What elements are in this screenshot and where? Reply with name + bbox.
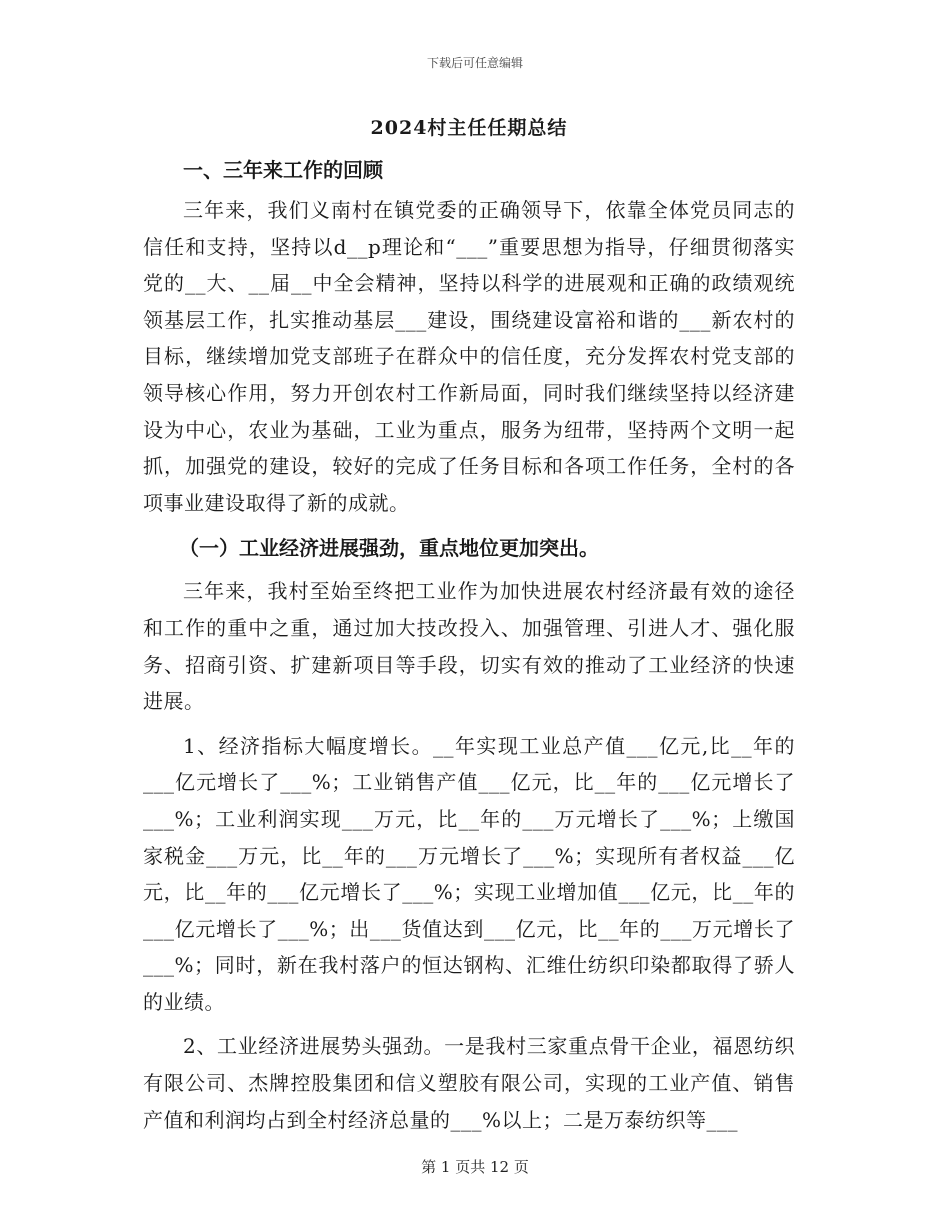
page-number: 第 1 页共 12 页 (421, 1158, 529, 1176)
paragraph-overview: 三年来，我们义南村在镇党委的正确领导下，依靠全体党员同志的信任和支持，坚持以d__p理论和“___”重要思想为指导，仔细贯彻落实党的__大、__届__中全会精神，坚持以科学的进展观和正确的政绩观统领基层工作，扎实推动基层___建设，围绕建设富裕和谐的___新农村的目标，继续增加党支部班子在群众中的信任度，充分发挥农村党支部的领导核心作用，努力开创农村工作新局面，同时我们继续坚持以经济建设为中心，农业为基础，工业为重点，服务为纽带，坚持两个文明一起抓，加强党的建设，较好的完成了任务目标和各项工作任务，全村的各项事业建设取得了新的成就。 (143, 198, 795, 515)
subheading-industrial-economy: （一）工业经济进展强劲，重点地位更加突出。 (179, 536, 599, 561)
paragraph-economic-indicators: 1、经济指标大幅度增长。__年实现工业总产值___亿元,比__年的___亿元增长了___%；工业销售产值___亿元，比__年的___亿元增长了___%；工业利润实现___万元，比__年的___万元增长了___%；上缴国家税金___万元，比__年的___万元增长了___%；实现所有者权益___亿元，比__年的___亿元增长了___%；实现工业增加值___亿元，比__年的___亿元增长了___%；出___货值达到___亿元，比__年的___万元增长了___%；同时，新在我村落户的恒达钢构、汇维仕纺织印染都取得了骄人的业绩。 (143, 733, 795, 1014)
header-note: 下载后可任意编辑 (426, 56, 523, 70)
document-body (143, 112, 795, 1138)
paragraph-industry-priority: 三年来，我村至始至终把工业作为加快进展农村经济最有效的途径和工作的重中之重，通过加大技改投入、加强管理、引进人才、强化服务、招商引资、扩建新项目等手段，切实有效的推动了工业经济的快速进展。 (143, 579, 795, 714)
paragraph-industrial-momentum: 2、工业经济进展势头强劲。一是我村三家重点骨干企业，福恩纺织有限公司、杰牌控股集团和信义塑胶有限公司，实现的工业产值、销售产值和利润均占到全村经济总量的___%以上；二是万泰纺织等___ (143, 1034, 795, 1132)
section-heading-review: 一、三年来工作的回顾 (183, 158, 383, 182)
document-title: 2024村主任任期总结 (370, 117, 568, 139)
